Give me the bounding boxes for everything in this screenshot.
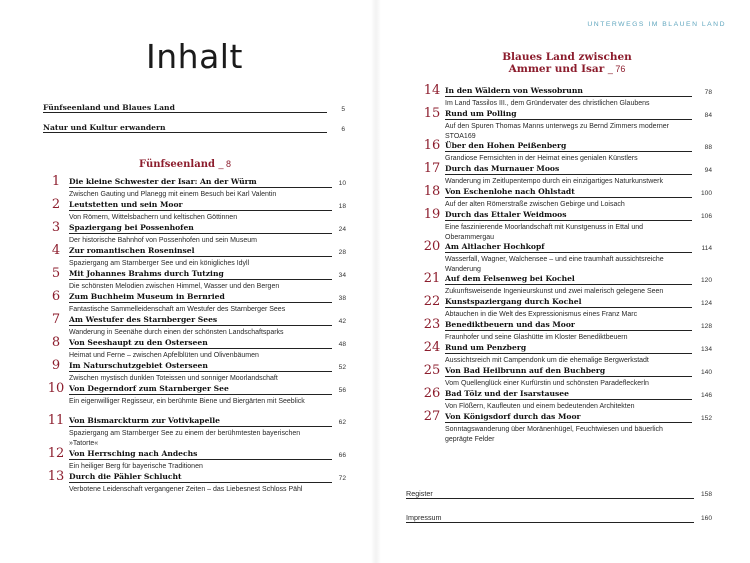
page-number: 28 (338, 249, 346, 256)
entry-title: Von Königsdorf durch das Moor (445, 412, 581, 421)
entry-title: Kunstspaziergang durch Kochel (445, 297, 582, 306)
entry-description: Grandiose Fernsichten in der Heimat eines genialen Künstlers (445, 155, 638, 162)
entry-number: 23 (423, 317, 441, 332)
page-number: 18 (338, 203, 346, 210)
toc-entry[interactable] (44, 413, 346, 449)
entry-title: Mit Johannes Brahms durch Tutzing (69, 269, 224, 278)
entry-title: Rund um Polling (445, 109, 517, 118)
entry-title: Die kleine Schwester der Isar: An der Würm (69, 177, 257, 186)
running-head: UNTERWEGS IM BLAUEN LAND (587, 21, 726, 28)
page-number: 10 (338, 180, 346, 187)
leader-line (406, 498, 694, 499)
toc-entry[interactable] (420, 386, 712, 412)
section-page: _ 76 (607, 64, 626, 74)
toc-entry[interactable] (44, 469, 346, 495)
entry-number: 2 (51, 197, 61, 212)
entry-title: Spaziergang bei Possenhofen (69, 223, 194, 232)
entry-title: Benediktbeuern und das Moor (445, 320, 575, 329)
leader-line (445, 174, 692, 175)
entry-description: Im Land Tassilos III., dem Gründervater des christlichen Glaubens (445, 100, 650, 107)
front-matter-title: Natur und Kultur erwandern (43, 123, 166, 132)
page-number: 34 (338, 272, 346, 279)
entry-number: 18 (423, 184, 441, 199)
leader-line (69, 187, 332, 188)
entry-title: Zum Buchheim Museum in Bernried (69, 292, 225, 301)
entry-title: Durch das Ettaler Weidmoos (445, 210, 567, 219)
entry-title: Von Eschenlohe nach Ohlstadt (445, 187, 575, 196)
entry-number: 20 (423, 239, 441, 254)
page-number: 124 (700, 300, 712, 307)
entry-description: Auf der alten Römerstraße zwischen Gebirge und Loisach (445, 201, 625, 208)
leader-line (445, 119, 692, 120)
entry-number: 25 (423, 363, 441, 378)
entry-description: Verbotene Leidenschaft vergangener Zeiten – das Liebesnest Schloss Pähl (69, 486, 303, 493)
toc-entry[interactable] (420, 138, 712, 164)
page-number: 94 (704, 167, 712, 174)
entry-number: 1 (51, 174, 61, 189)
leader-line (69, 459, 332, 460)
leader-line (69, 302, 332, 303)
toc-list-right (420, 83, 712, 444)
section-title: Fünfseenland (139, 159, 215, 170)
entry-title: Rund um Penzberg (445, 343, 527, 352)
page-number: 72 (338, 475, 346, 482)
entry-number: 19 (423, 207, 441, 222)
leader-line (69, 279, 332, 280)
leader-line (445, 376, 692, 377)
page-number: 106 (700, 213, 712, 220)
toc-entry[interactable] (420, 184, 712, 210)
front-matter-list (43, 103, 345, 143)
toc-entry[interactable] (420, 207, 712, 242)
toc-entry[interactable] (44, 358, 346, 384)
leader-line (406, 522, 694, 523)
page-number: 140 (700, 369, 712, 376)
entry-number: 5 (51, 266, 61, 281)
front-matter-item[interactable] (43, 123, 345, 143)
entry-title: Durch die Pähler Schlucht (69, 472, 182, 481)
entry-title: Am Altlacher Hochkopf (445, 242, 545, 251)
leader-line (445, 284, 692, 285)
entry-description: Ein heiliger Berg für bayerische Traditionen (69, 463, 203, 470)
entry-description: Von Römern, Wittelsbachern und keltischen Göttinnen (69, 214, 238, 221)
toc-entry[interactable] (44, 381, 346, 416)
page-number: 24 (338, 226, 346, 233)
entry-number: 4 (51, 243, 61, 258)
entry-description: Abtauchen in die Welt des Expressionismus eines Franz Marc (445, 311, 638, 318)
back-matter-item[interactable] (406, 513, 712, 537)
page-number: 5 (341, 106, 345, 113)
leader-line (69, 348, 332, 349)
leader-line (445, 151, 692, 152)
toc-entry[interactable] (420, 83, 712, 109)
entry-number: 17 (423, 161, 441, 176)
entry-number: 9 (51, 358, 61, 373)
leader-line (445, 353, 692, 354)
page-number: 128 (700, 323, 712, 330)
entry-title: Von Degerndorf zum Starnberger See (69, 384, 229, 393)
entry-description: Zukunftsweisende Ingenieurskunst und zwei malerisch gelegene Seen (445, 288, 664, 295)
entry-description: Heimat und Ferne – zwischen Apfelblüten und Olivenbäumen (69, 352, 259, 359)
leader-line (69, 482, 332, 483)
entry-description: Fantastische Sammelleidenschaft am Westufer des Starnberger Sees (69, 306, 286, 313)
entry-number: 13 (47, 469, 65, 484)
entry-title: Über den Hohen Peißenberg (445, 141, 567, 150)
leader-line (69, 394, 332, 395)
toc-entry[interactable] (420, 340, 712, 366)
page-number: 134 (700, 346, 712, 353)
entry-title: Zur romantischen Roseninsel (69, 246, 195, 255)
entry-number: 3 (51, 220, 61, 235)
entry-title: Bad Tölz und der Isarstausee (445, 389, 569, 398)
entry-description: Spaziergang am Starnberger See und ein königliches Idyll (69, 260, 250, 267)
entry-title: Von Bad Heilbrunn auf den Buchberg (445, 366, 606, 375)
entry-number: 22 (423, 294, 441, 309)
section-title: Ammer und Isar (508, 63, 605, 75)
page-number: 100 (700, 190, 712, 197)
entry-description: Der historische Bahnhof von Possenhofen und sein Museum (69, 237, 257, 244)
toc-entry[interactable] (420, 409, 712, 444)
entry-title: Leutstetten und sein Moor (69, 200, 183, 209)
entry-title: Am Westufer des Starnberger Sees (69, 315, 218, 324)
page-number: 78 (704, 89, 712, 96)
toc-entry[interactable] (420, 106, 712, 141)
leader-line (445, 252, 692, 253)
section-page: _ 8 (218, 159, 231, 169)
section-title-line-1: Blaues Land zwischen (502, 51, 632, 63)
toc-entry[interactable] (44, 174, 346, 200)
toc-entry[interactable] (420, 363, 712, 389)
entry-number: 14 (423, 83, 441, 98)
leader-line (445, 220, 692, 221)
toc-entry[interactable] (420, 294, 712, 320)
back-matter-item[interactable] (406, 489, 712, 513)
back-matter-title: Register (406, 489, 433, 498)
leader-line (43, 132, 327, 133)
entry-title: In den Wäldern von Wessobrunn (445, 86, 583, 95)
entry-title: Auf dem Felsenweg bei Kochel (445, 274, 575, 283)
toc-entry[interactable] (44, 243, 346, 269)
toc-list-left (44, 174, 346, 495)
leader-line (69, 256, 332, 257)
leader-line (69, 426, 332, 427)
page-title: Inhalt (146, 37, 243, 76)
entry-title: Durch das Murnauer Moos (445, 164, 560, 173)
entry-number: 21 (423, 271, 441, 286)
leader-line (69, 233, 332, 234)
page-number: 42 (338, 318, 346, 325)
page-number: 114 (701, 245, 712, 252)
entry-description: Die schönsten Melodien zwischen Himmel, Wasser und den Bergen (69, 283, 280, 290)
entry-description: Auf den Spuren Thomas Manns unterwegs zu Bernd Zimmers moderner STOA169 (445, 123, 669, 140)
page-number: 84 (704, 112, 712, 119)
entry-number: 8 (51, 335, 61, 350)
toc-entry[interactable] (44, 446, 346, 472)
entry-title: Von Seeshaupt zu den Osterseen (69, 338, 208, 347)
page-number: 158 (700, 491, 712, 498)
toc-entry[interactable] (420, 317, 712, 343)
entry-description: Zwischen Gauting und Planegg mit einem Besuch bei Karl Valentin (69, 191, 277, 198)
entry-description: Aussichtsreich mit Campendonk um die ehemalige Bergwerkstadt (445, 357, 649, 364)
section-heading-fuenfseenland (100, 158, 270, 171)
toc-entry[interactable] (44, 289, 346, 315)
toc-entry[interactable] (420, 239, 712, 274)
toc-entry[interactable] (420, 271, 712, 297)
entry-number: 11 (47, 413, 65, 428)
front-matter-title: Fünfseenland und Blaues Land (43, 103, 175, 112)
page-number: 160 (700, 515, 712, 522)
entry-number: 24 (423, 340, 441, 355)
toc-entry[interactable] (44, 335, 346, 361)
entry-description: Von Flößern, Kaufleuten und einem bedeutenden Architekten (445, 403, 635, 410)
entry-description: Eine faszinierende Moorlandschaft mit Kunstgenuss in Ettal und Oberammergau (445, 224, 644, 241)
front-matter-item[interactable] (43, 103, 345, 123)
entry-number: 10 (47, 381, 65, 396)
entry-number: 6 (51, 289, 61, 304)
entry-title: Im Naturschutzgebiet Osterseen (69, 361, 208, 370)
leader-line (43, 112, 327, 113)
page-number: 48 (338, 341, 346, 348)
entry-number: 12 (47, 446, 65, 461)
toc-entry[interactable] (44, 220, 346, 246)
toc-entry[interactable] (44, 197, 346, 223)
entry-description: Zwischen mystisch dunklen Toteissen und sonniger Moorlandschaft (69, 375, 278, 382)
leader-line (69, 371, 332, 372)
page-number: 66 (338, 452, 346, 459)
leader-line (445, 307, 692, 308)
leader-line (445, 422, 692, 423)
entry-number: 27 (423, 409, 441, 424)
page-number: 56 (338, 387, 346, 394)
right-page (376, 0, 750, 563)
entry-description: Ein eigenwilliger Regisseur, ein berühmte Biene und Biergärten mit Seeblick (69, 398, 305, 405)
entry-number: 7 (51, 312, 61, 327)
leader-line (69, 210, 332, 211)
entry-title: Von Bismarckturm zur Votivkapelle (69, 416, 221, 425)
entry-title: Von Herrsching nach Andechs (69, 449, 198, 458)
page-number: 88 (704, 144, 712, 151)
toc-entry[interactable] (44, 312, 346, 338)
page-number: 152 (700, 415, 712, 422)
entry-description: Sonntagswanderung über Moränenhügel, Feuchtwiesen und bäuerlich geprägte Felder (445, 426, 663, 443)
entry-number: 26 (423, 386, 441, 401)
leader-line (445, 197, 692, 198)
toc-entry[interactable] (44, 266, 346, 292)
entry-description: Vom Quellenglück einer Kurfürstin und schönsten Paradefleckerln (445, 380, 649, 387)
entry-number: 15 (423, 106, 441, 121)
section-title-line-2 (476, 63, 658, 75)
toc-entry[interactable] (420, 161, 712, 187)
leader-line (445, 399, 692, 400)
entry-description: Wanderung in Seenähe durch einen der schönsten Landschaftsparks (69, 329, 284, 336)
leader-line (69, 325, 332, 326)
entry-description: Wasserfall, Wagner, Walchensee – und eine traumhaft aussichtsreiche Wanderung (445, 256, 664, 273)
back-matter-title: Impressum (406, 513, 442, 522)
entry-number: 16 (423, 138, 441, 153)
leader-line (445, 96, 692, 97)
entry-description: Fraunhofer und seine Glashütte im Kloster Benediktbeuern (445, 334, 628, 341)
section-heading-blaues-land (476, 51, 658, 75)
page-number: 38 (338, 295, 346, 302)
page-number: 146 (700, 392, 712, 399)
page-number: 62 (338, 419, 346, 426)
page-number: 6 (341, 126, 345, 133)
entry-description: Spaziergang am Starnberger See zu einem der berühmtesten bayerischen »Tatorte« (69, 430, 301, 447)
page-number: 120 (700, 277, 712, 284)
back-matter-list (406, 489, 712, 537)
page-number: 52 (338, 364, 346, 371)
leader-line (445, 330, 692, 331)
entry-description: Wanderung im Zeitlupentempo durch ein einzigartiges Naturkunstwerk (445, 178, 664, 185)
